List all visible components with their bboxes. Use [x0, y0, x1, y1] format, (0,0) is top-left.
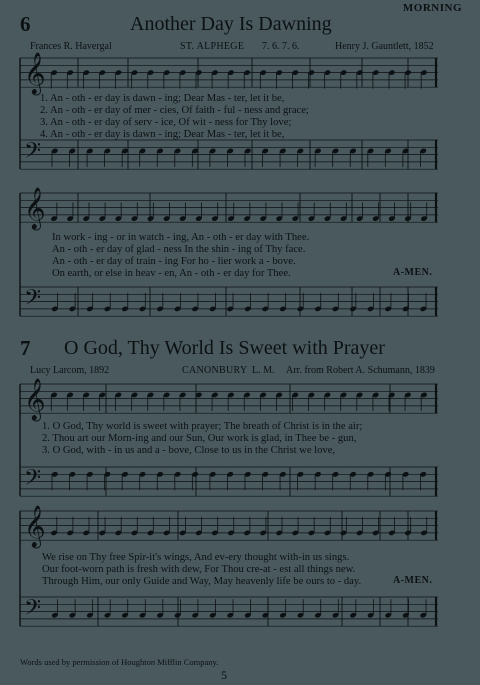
- permission-note: Words used by permission of Houghton Mifflin Company.: [20, 657, 219, 667]
- lyric-line: 3. An - oth - er day of serv - ice, Of wit - ness for Thy love;: [40, 117, 292, 128]
- treble-clef-icon: 𝄞: [24, 51, 46, 95]
- bass-clef-icon: 𝄢: [24, 285, 41, 316]
- bass-clef-icon: 𝄢: [24, 465, 41, 496]
- verse-block: [42, 551, 452, 597]
- hymn-number: 7: [20, 336, 31, 360]
- lyric-line: 4. An - oth - er day is dawn - ing; Dear Mas - ter, let it be,: [40, 129, 285, 140]
- bass-clef-icon: 𝄢: [24, 138, 41, 169]
- treble-clef-icon: 𝄞: [24, 504, 46, 548]
- lyric-line: Through Him, our only Guide and Way, May heavenly life be ours to - day.: [42, 576, 362, 587]
- section-label: MORNING: [402, 2, 462, 14]
- lyric-line: An - oth - er day of train - ing For ho - lier work a - bove.: [52, 256, 296, 267]
- verse-block: [42, 420, 452, 466]
- amen-marking: A-MEN.: [393, 575, 433, 586]
- lyric-line: Our foot-worn path is fresh with dew, For Thou cre-at - est all things new.: [42, 564, 356, 575]
- treble-clef-icon: 𝄞: [24, 186, 46, 230]
- hymn-author: Frances R. Havergal: [30, 41, 112, 52]
- hymn-number: 6: [20, 12, 31, 36]
- lyric-line: 2. Thou art our Morn-ing and our Sun, Our work is glad, in Thee be - gun,: [42, 433, 357, 444]
- page-number: 5: [221, 668, 227, 682]
- bass-clef-icon: 𝄢: [24, 595, 41, 626]
- tune-name: CANONBURY: [182, 365, 248, 376]
- lyric-line: On earth, or else in heav - en, An - oth - er day for Thee.: [52, 268, 291, 279]
- amen-marking: A-MEN.: [393, 267, 433, 278]
- lyric-line: 2. An - oth - er day of mer - cies, Of faith - ful - ness and grace;: [40, 105, 309, 116]
- verse-block: [52, 231, 452, 289]
- verse-block: [40, 92, 450, 150]
- treble-clef-icon: 𝄞: [24, 377, 46, 421]
- tune-name: ST. ALPHEGE: [180, 41, 245, 52]
- hymn-title: O God, Thy World Is Sweet with Prayer: [64, 337, 385, 359]
- composer: Arr. from Robert A. Schumann, 1839: [286, 365, 435, 376]
- hymn-meter: L. M.: [252, 365, 275, 376]
- lyric-line: 3. O God, with - in us and a - bove, Close to us in the Christ we love,: [42, 445, 336, 456]
- composer: Henry J. Gauntlett, 1852: [335, 41, 434, 52]
- hymn-meter: 7. 6. 7. 6.: [262, 41, 300, 52]
- lyric-line: We rise on Thy free Spir-it's wings, And ev-ery thought with-in us sings.: [42, 552, 350, 563]
- hymn-author: Lucy Larcom, 1892: [30, 365, 110, 376]
- lyric-line: 1. O God, Thy world is sweet with prayer; The breath of Christ is in the air;: [42, 421, 363, 432]
- lyric-line: 1. An - oth - er day is dawn - ing; Dear Mas - ter, let it be,: [40, 93, 285, 104]
- lyric-line: In work - ing - or in watch - ing, An - oth - er day with Thee.: [52, 232, 310, 243]
- lyric-line: An - oth - er day of glad - ness In the shin - ing of Thy face.: [52, 244, 306, 255]
- hymn-title: Another Day Is Dawning: [130, 13, 332, 35]
